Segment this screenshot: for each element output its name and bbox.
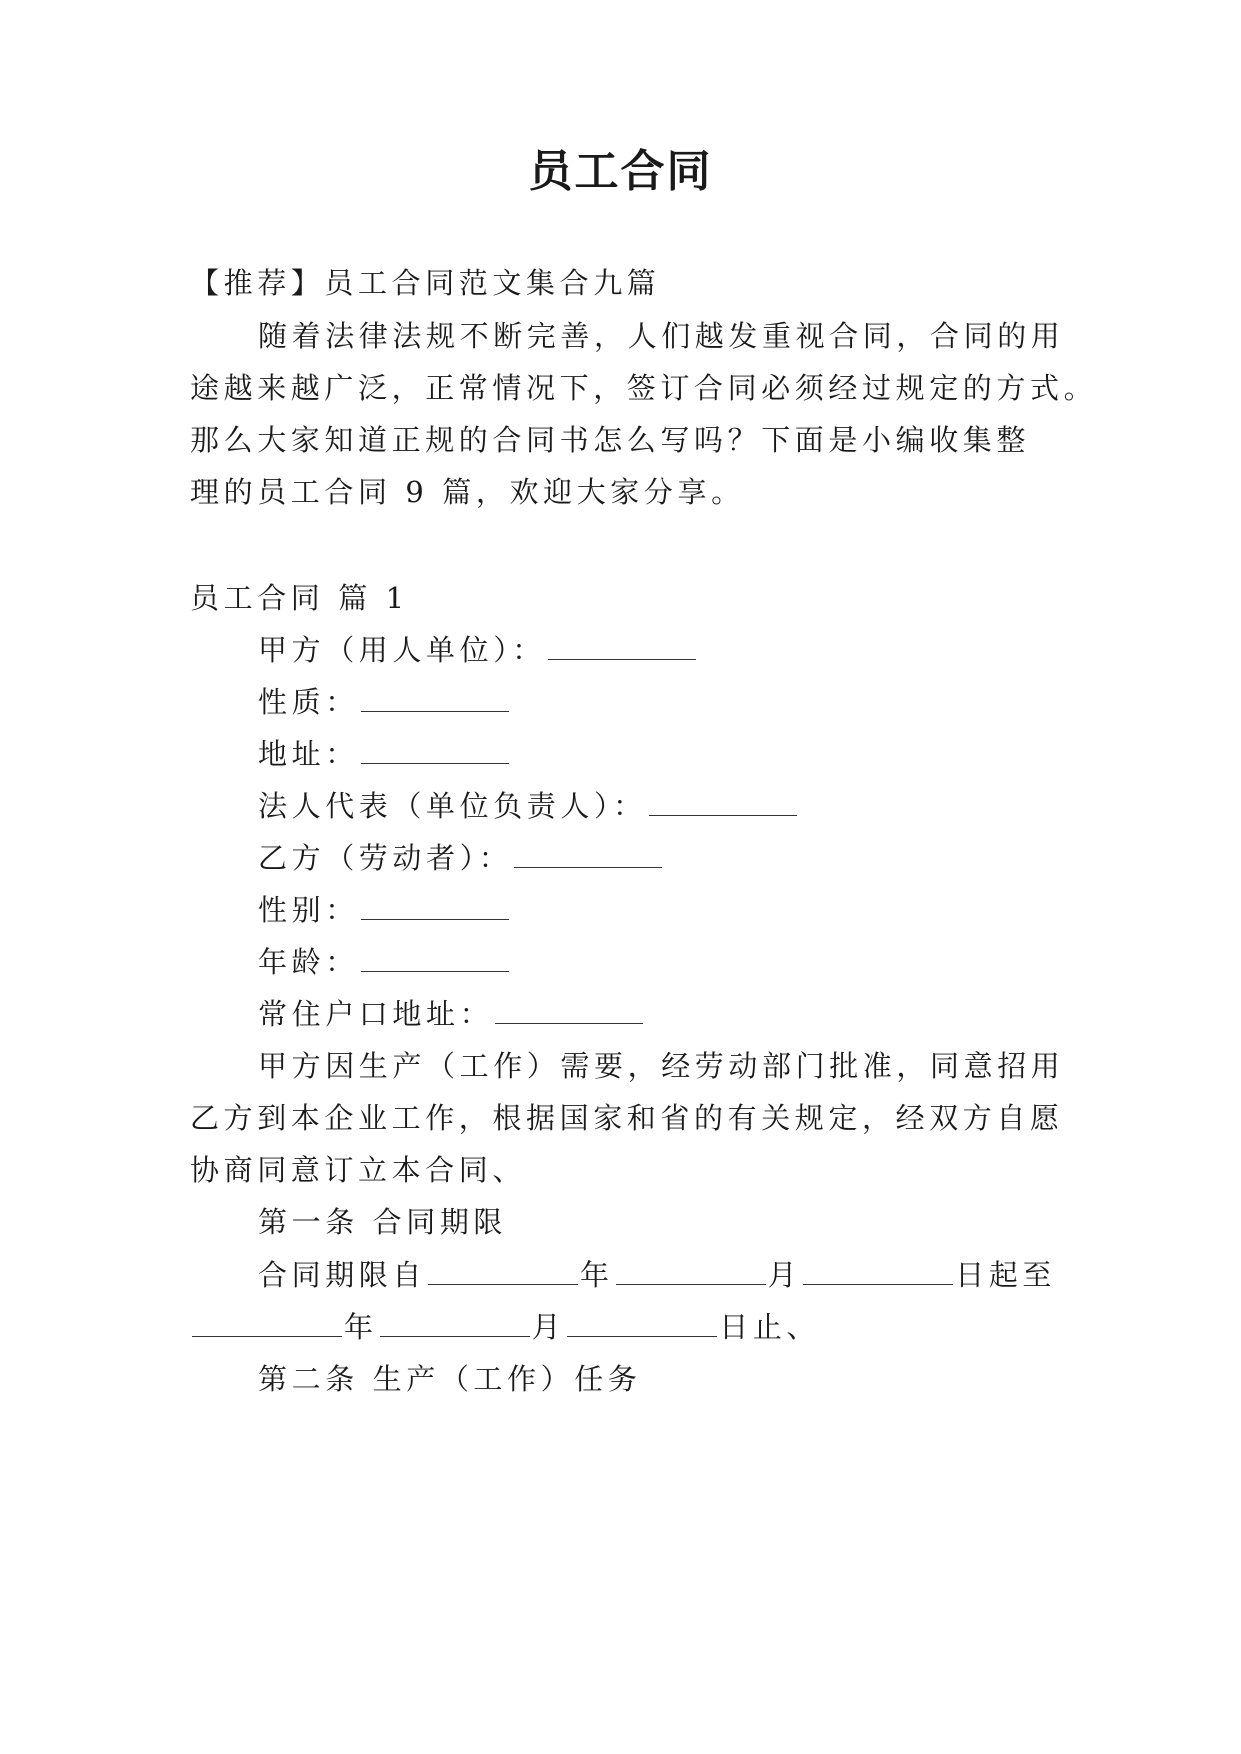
intro-line-4: 理的员工合同 9 篇，欢迎大家分享。 <box>190 475 745 509</box>
term-prefix: 合同期限自 <box>258 1258 427 1292</box>
document-title: 员工合同 <box>528 146 713 197</box>
article-1-title: 第一条 合同期限 <box>258 1205 508 1239</box>
fill-blank <box>495 1021 643 1024</box>
fill-blank <box>361 969 509 972</box>
fill-blank <box>428 1282 578 1285</box>
field-label: 年龄： <box>258 945 359 979</box>
term-month: 月 <box>531 1310 566 1344</box>
fill-blank <box>380 1334 530 1337</box>
field-age <box>258 944 511 980</box>
fill-blank <box>361 709 509 712</box>
field-address <box>258 736 511 772</box>
body-line-2: 乙方到本企业工作，根据国家和省的有关规定，经双方自愿 <box>190 1101 1064 1135</box>
fill-blank <box>803 1282 953 1285</box>
field-label: 地址： <box>258 737 359 771</box>
field-residence <box>258 996 645 1032</box>
term-year: 年 <box>344 1310 378 1344</box>
term-start-suffix: 日起至 <box>955 1258 1057 1292</box>
section-heading: 员工合同 篇 1 <box>190 581 409 615</box>
fill-blank <box>567 1334 717 1337</box>
field-label: 性别： <box>258 893 359 927</box>
fill-blank <box>616 1282 766 1285</box>
term-month: 月 <box>767 1258 802 1292</box>
intro-line-1: 随着法律法规不断完善，人们越发重视合同，合同的用 <box>258 319 1065 353</box>
fill-blank <box>361 761 509 764</box>
field-label: 乙方（劳动者）： <box>258 841 513 875</box>
intro-line-3: 那么大家知道正规的合同书怎么写吗？下面是小编收集整 <box>190 423 1031 457</box>
fill-blank <box>361 917 509 920</box>
body-line-3: 协商同意订立本合同、 <box>190 1153 527 1187</box>
term-line-1 <box>258 1257 1056 1293</box>
article-2-title: 第二条 生产（工作）任务 <box>258 1362 642 1396</box>
field-label: 常住户口地址： <box>258 997 494 1031</box>
term-line-2 <box>190 1309 820 1345</box>
field-label: 甲方（用人单位）： <box>258 633 546 667</box>
recommend-line: 【推荐】员工合同范文集合九篇 <box>190 266 661 300</box>
intro-line-2: 途越来越广泛，正常情况下，签订合同必须经过规定的方式。 <box>190 371 1098 405</box>
field-gender <box>258 892 511 928</box>
field-label: 性质： <box>258 685 359 719</box>
term-end-suffix: 日止、 <box>719 1310 821 1344</box>
field-party-a <box>258 632 698 668</box>
term-year: 年 <box>580 1258 614 1292</box>
body-line-1: 甲方因生产（工作）需要，经劳动部门批准，同意招用 <box>258 1049 1065 1083</box>
field-legal-rep <box>258 788 799 824</box>
fill-blank <box>649 813 797 816</box>
field-party-b <box>258 840 664 876</box>
fill-blank <box>548 657 696 660</box>
field-nature <box>258 684 511 720</box>
fill-blank <box>514 865 662 868</box>
field-label: 法人代表（单位负责人）： <box>258 789 647 823</box>
fill-blank <box>192 1334 342 1337</box>
